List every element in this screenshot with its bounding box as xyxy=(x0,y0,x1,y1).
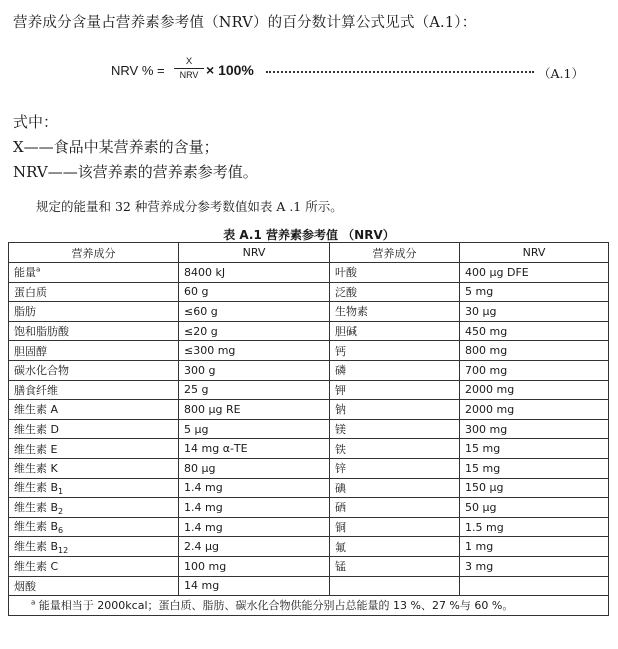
table-row xyxy=(9,478,609,498)
cell-text: 3 mg xyxy=(465,559,494,573)
nutrient-cell xyxy=(9,341,179,361)
vitamin-subscript: 6 xyxy=(58,526,64,536)
cell-text: 锌 xyxy=(335,462,346,476)
cell-text: 铁 xyxy=(335,442,346,456)
nrv-value-cell xyxy=(179,439,330,459)
table-row xyxy=(9,360,609,380)
cell-text: 5 mg xyxy=(465,285,494,299)
nutrient-cell xyxy=(9,458,179,478)
nutrient-cell xyxy=(330,537,460,557)
cell-text: 碘 xyxy=(335,481,346,495)
nrv-value-cell xyxy=(179,478,330,498)
intro-text: 营养成分含量占营养素参考值（NRV）的百分数计算公式见式（A.1）： xyxy=(13,15,477,31)
table-row xyxy=(9,263,609,283)
cell-text: 300 mg xyxy=(465,422,508,436)
nutrient-cell xyxy=(9,517,179,537)
table-row xyxy=(9,419,609,439)
nutrient-cell xyxy=(330,576,460,596)
cell-text: 维生素 B xyxy=(14,540,59,554)
nrv-table xyxy=(8,242,609,616)
nutrient-cell xyxy=(330,282,460,302)
vitamin-subscript: 1 xyxy=(58,487,64,497)
cell-text: 胆固醇 xyxy=(14,344,47,358)
nrv-value-cell xyxy=(460,263,609,283)
definition-nrv: NRV——该营养素的营养素参考值。 xyxy=(13,163,258,181)
table-row xyxy=(9,576,609,596)
cell-text: 锰 xyxy=(335,560,346,574)
cell-text: 叶酸 xyxy=(335,266,357,280)
cell-text: 饱和脂肪酸 xyxy=(14,325,69,339)
nrv-value-cell xyxy=(460,478,609,498)
cell-text: 700 mg xyxy=(465,363,508,377)
cell-text: 300 g xyxy=(184,363,216,377)
table-row xyxy=(9,458,609,478)
formula-multiplier: × 100% xyxy=(206,62,254,78)
footnote-mark: a xyxy=(31,598,36,607)
cell-text: 钙 xyxy=(335,344,346,358)
nutrient-cell xyxy=(9,419,179,439)
cell-text: 800 mg xyxy=(465,344,508,358)
cell-text: 烟酸 xyxy=(14,579,36,593)
nutrient-cell xyxy=(9,321,179,341)
cell-text: ≤60 g xyxy=(184,304,218,318)
nutrient-cell xyxy=(330,517,460,537)
nrv-value-cell xyxy=(460,517,609,537)
nrv-value-cell xyxy=(179,341,330,361)
cell-text: 5 μg xyxy=(184,422,209,436)
nutrient-cell xyxy=(330,360,460,380)
table-row xyxy=(9,282,609,302)
nrv-value-cell xyxy=(179,556,330,576)
nrv-value-cell xyxy=(460,576,609,596)
cell-text: 60 g xyxy=(184,285,209,299)
nutrient-cell xyxy=(330,556,460,576)
formula xyxy=(0,56,618,86)
formula-denominator: NRV xyxy=(179,70,199,80)
cell-text: 100 mg xyxy=(184,559,227,573)
where-label: 式中： xyxy=(13,113,59,131)
vitamin-subscript: 12 xyxy=(58,546,69,556)
cell-text: 1 mg xyxy=(465,540,494,554)
cell-text: 2000 mg xyxy=(465,383,515,397)
cell-text: 14 mg α-TE xyxy=(184,442,248,456)
nutrient-cell xyxy=(330,498,460,518)
cell-text: 2.4 μg xyxy=(184,540,219,554)
nutrient-cell xyxy=(9,439,179,459)
nrv-value-cell xyxy=(460,556,609,576)
footnote-mark: a xyxy=(36,265,41,274)
nutrient-cell xyxy=(9,576,179,596)
formula-numerator: X xyxy=(174,56,204,69)
nutrient-cell xyxy=(330,458,460,478)
cell-text: 胆碱 xyxy=(335,325,357,339)
cell-text: 80 μg xyxy=(184,461,216,475)
cell-text: 能量 xyxy=(14,266,36,280)
cell-text: 维生素 K xyxy=(14,462,58,476)
equation-number: （A.1） xyxy=(538,66,584,81)
cell-text: 维生素 B xyxy=(14,481,59,495)
formula-fraction xyxy=(174,56,204,81)
cell-text: 钾 xyxy=(335,383,346,397)
table-row xyxy=(9,321,609,341)
table-row xyxy=(9,341,609,361)
cell-text: 氟 xyxy=(335,540,346,554)
nrv-value-cell xyxy=(179,498,330,518)
nutrient-cell xyxy=(9,282,179,302)
cell-text: 30 μg xyxy=(465,304,497,318)
cell-text: 膳食纤维 xyxy=(14,383,58,397)
table-intro-note: 规定的能量和 32 种营养成分参考数值如表 A .1 所示。 xyxy=(36,199,343,214)
table-header-row xyxy=(9,243,609,263)
cell-text: 维生素 B xyxy=(14,520,59,534)
formula-leader-dots xyxy=(266,71,534,73)
nrv-value-cell xyxy=(460,498,609,518)
cell-text: 泛酸 xyxy=(335,285,357,299)
cell-text: 1.4 mg xyxy=(184,520,223,534)
cell-text: 铜 xyxy=(335,521,346,535)
nrv-value-cell xyxy=(460,341,609,361)
cell-text: 镁 xyxy=(335,423,346,437)
cell-text: 1.5 mg xyxy=(465,520,504,534)
table-row xyxy=(9,556,609,576)
cell-text: 14 mg xyxy=(184,579,220,593)
nrv-value-cell xyxy=(179,282,330,302)
cell-text: 磷 xyxy=(335,364,346,378)
cell-text: ≤20 g xyxy=(184,324,218,338)
nutrient-cell xyxy=(330,302,460,322)
nrv-value-cell xyxy=(460,439,609,459)
nutrient-cell xyxy=(9,360,179,380)
definition-x: X——食品中某营养素的含量； xyxy=(13,138,219,156)
vitamin-subscript: 2 xyxy=(58,507,64,517)
nrv-value-cell xyxy=(179,360,330,380)
nutrient-cell xyxy=(330,419,460,439)
nrv-value-cell xyxy=(179,517,330,537)
cell-text: 维生素 C xyxy=(14,560,59,574)
header-nutrient: 营养成分 xyxy=(330,243,460,263)
cell-text: 150 μg xyxy=(465,481,504,495)
nutrient-cell xyxy=(330,478,460,498)
cell-text: 硒 xyxy=(335,501,346,515)
nutrient-cell xyxy=(330,400,460,420)
cell-text: 生物素 xyxy=(335,305,368,319)
cell-text: 脂肪 xyxy=(14,305,36,319)
cell-text: ≤300 mg xyxy=(184,344,236,358)
nrv-value-cell xyxy=(460,537,609,557)
nrv-value-cell xyxy=(460,302,609,322)
nrv-value-cell xyxy=(179,321,330,341)
nutrient-cell xyxy=(330,439,460,459)
nrv-value-cell xyxy=(179,458,330,478)
nutrient-cell xyxy=(330,380,460,400)
formula-label: NRV % = xyxy=(111,63,165,78)
nrv-value-cell xyxy=(179,302,330,322)
cell-text: 维生素 D xyxy=(14,423,59,437)
nrv-value-cell xyxy=(460,419,609,439)
nutrient-cell xyxy=(9,478,179,498)
cell-text: 碳水化合物 xyxy=(14,364,69,378)
nutrient-cell xyxy=(9,380,179,400)
cell-text: 15 mg xyxy=(465,442,501,456)
nrv-value-cell xyxy=(460,282,609,302)
cell-text: 15 mg xyxy=(465,461,501,475)
nutrient-cell xyxy=(330,341,460,361)
table-row xyxy=(9,537,609,557)
table-row xyxy=(9,498,609,518)
nutrient-cell xyxy=(9,498,179,518)
nrv-value-cell xyxy=(460,380,609,400)
nrv-value-cell xyxy=(179,400,330,420)
nrv-value-cell xyxy=(460,321,609,341)
nrv-value-cell xyxy=(179,380,330,400)
cell-text: 钠 xyxy=(335,403,346,417)
nutrient-cell xyxy=(9,556,179,576)
cell-text: 1.4 mg xyxy=(184,500,223,514)
cell-text: 维生素 A xyxy=(14,403,59,417)
cell-text: 维生素 B xyxy=(14,500,59,514)
nutrient-cell xyxy=(9,537,179,557)
nrv-value-cell xyxy=(460,360,609,380)
nutrient-cell xyxy=(330,263,460,283)
table-row xyxy=(9,517,609,537)
table-row xyxy=(9,400,609,420)
nutrient-cell xyxy=(9,400,179,420)
nrv-value-cell xyxy=(179,537,330,557)
table-footnote xyxy=(9,596,609,616)
cell-text: 1.4 mg xyxy=(184,481,223,495)
table-row xyxy=(9,380,609,400)
header-nrv: NRV xyxy=(460,243,609,263)
cell-text: 蛋白质 xyxy=(14,285,47,299)
table-row xyxy=(9,302,609,322)
header-nrv: NRV xyxy=(179,243,330,263)
cell-text: 8400 kJ xyxy=(184,265,226,279)
nutrient-cell xyxy=(9,263,179,283)
cell-text: 800 μg RE xyxy=(184,402,241,416)
table-footnote-row xyxy=(9,596,609,616)
cell-text: 25 g xyxy=(184,383,209,397)
nrv-value-cell xyxy=(460,400,609,420)
nrv-value-cell xyxy=(179,576,330,596)
nrv-value-cell xyxy=(460,458,609,478)
nutrient-cell xyxy=(9,302,179,322)
cell-text: 维生素 E xyxy=(14,442,58,456)
cell-text: 2000 mg xyxy=(465,402,515,416)
cell-text: 50 μg xyxy=(465,500,497,514)
nutrient-cell xyxy=(330,321,460,341)
nrv-value-cell xyxy=(179,419,330,439)
cell-text: 400 μg DFE xyxy=(465,265,529,279)
table-row xyxy=(9,439,609,459)
table-title: 表 A.1 营养素参考值 （NRV） xyxy=(223,228,395,242)
cell-text: 450 mg xyxy=(465,324,508,338)
header-nutrient: 营养成分 xyxy=(9,243,179,263)
footnote-text: 能量相当于 2000kcal；蛋白质、脂肪、碳水化合物供能分别占总能量的 13 %、27 %与 60 %。 xyxy=(38,599,514,613)
nrv-value-cell xyxy=(179,263,330,283)
